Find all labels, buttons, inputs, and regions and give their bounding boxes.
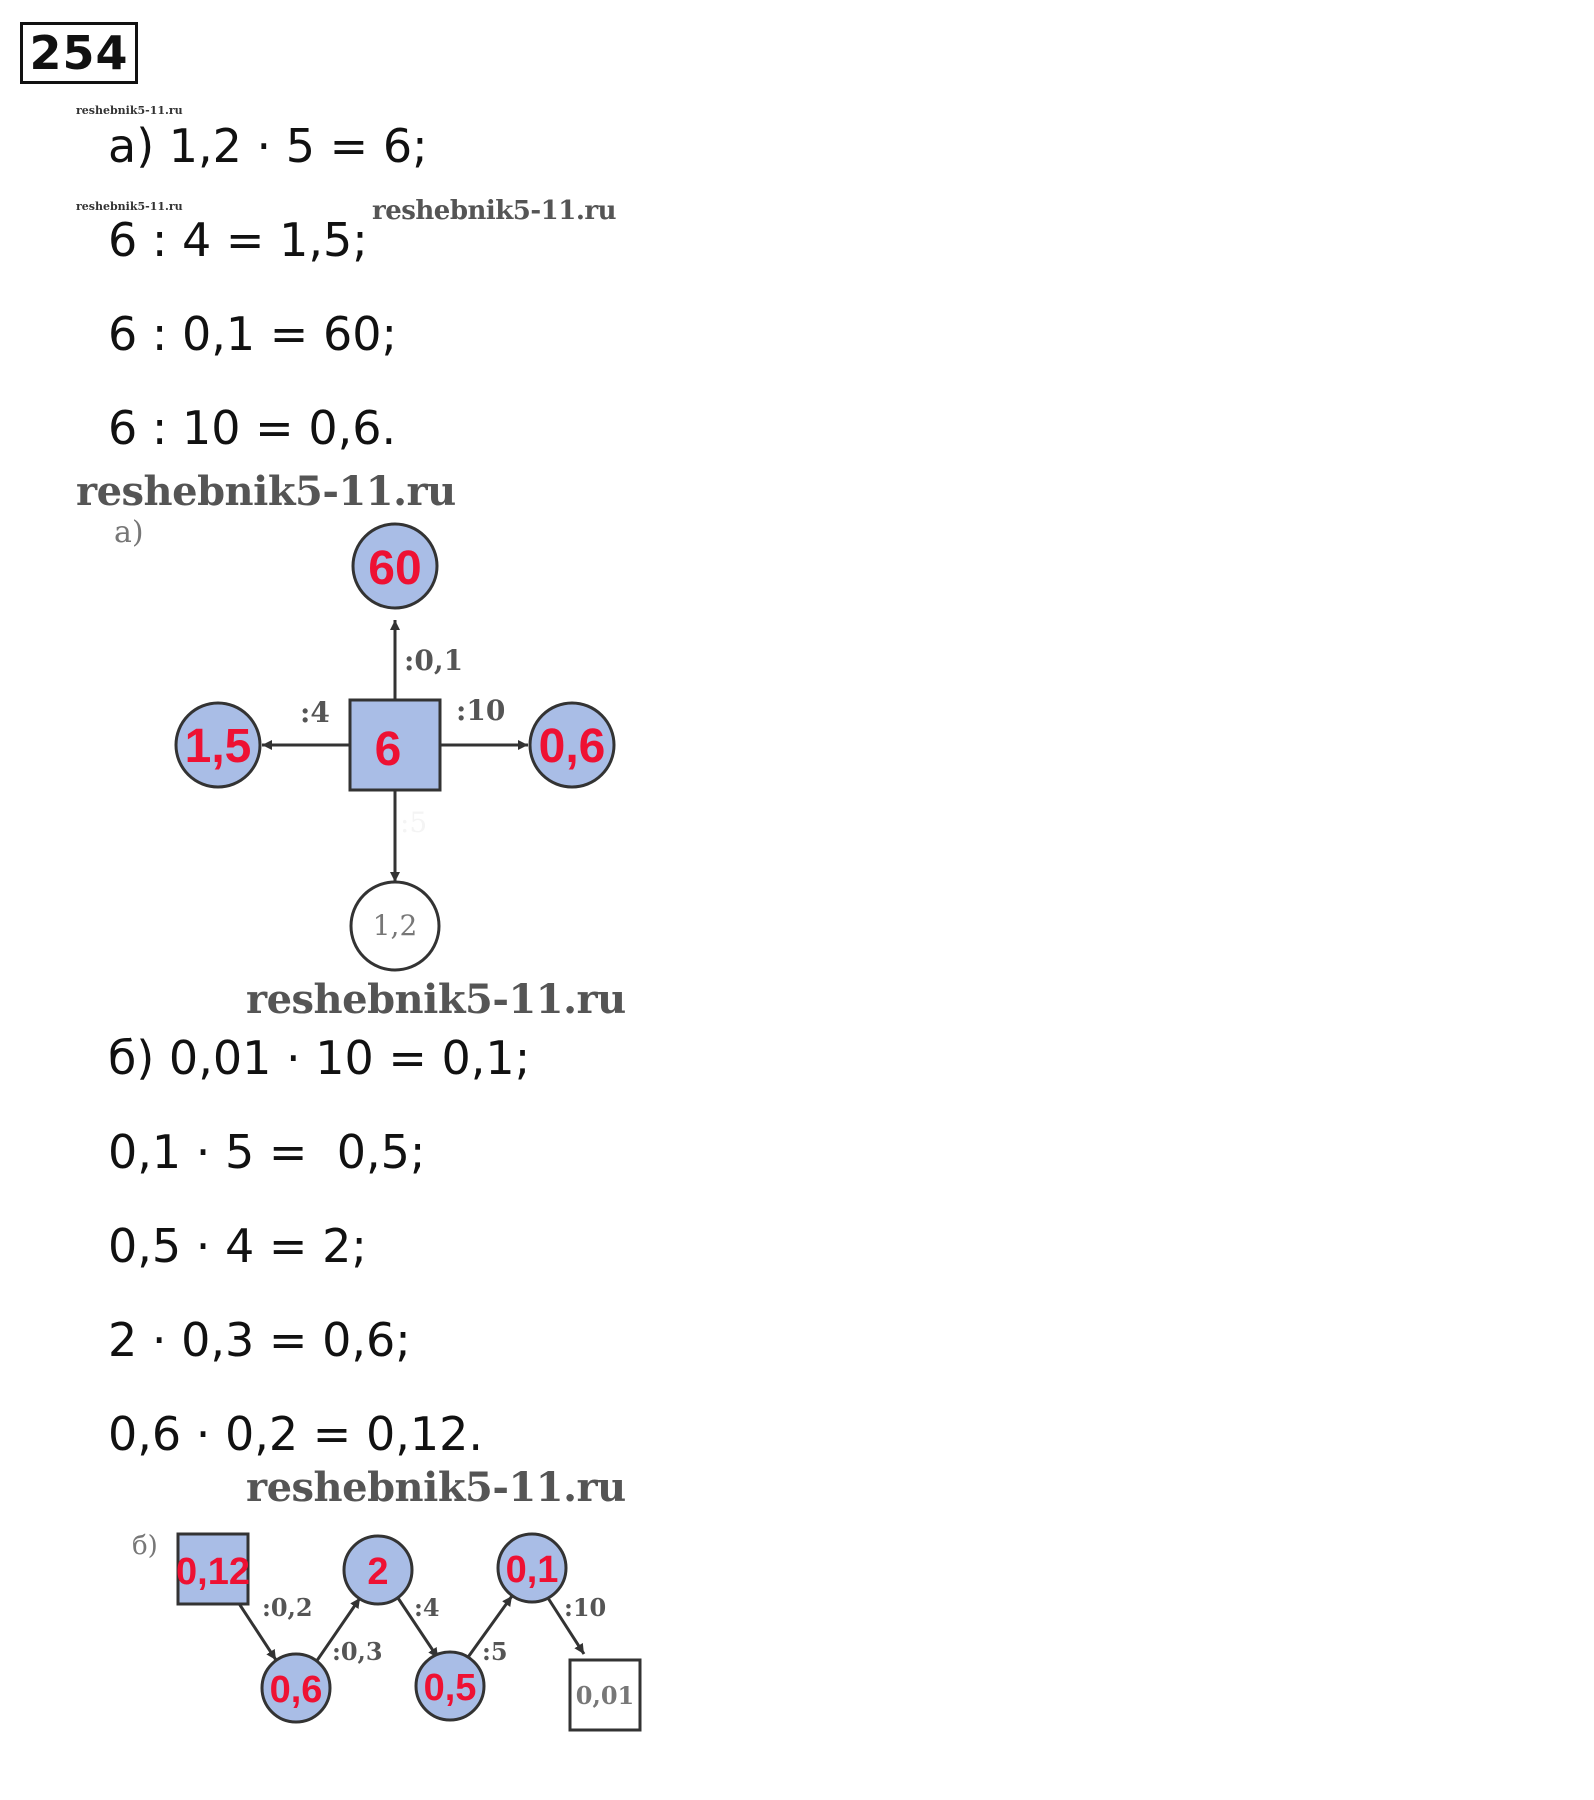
edge-b-label-2: :0,3 [332, 1637, 383, 1666]
node-b-end-value: 0,01 [575, 1681, 635, 1710]
node-b-start-value: 0,12 [176, 1551, 250, 1593]
equation-b-1: б) 0,01 · 10 = 0,1; [108, 1031, 531, 1085]
equation-a-3: 6 : 0,1 = 60; [108, 307, 397, 361]
watermark: reshebnik5-11.ru [372, 196, 617, 226]
node-b-3-value: 2 [367, 1551, 389, 1593]
equation-b-2: 0,1 · 5 = 0,5; [108, 1125, 426, 1179]
equation-a-4: 6 : 10 = 0,6. [108, 401, 397, 455]
watermark: reshebnik5-11.ru [246, 1464, 626, 1511]
edge-b-label-3: :4 [414, 1593, 440, 1622]
equation-a-1: а) 1,2 · 5 = 6; [108, 119, 428, 173]
node-b-2-value: 0,6 [269, 1669, 323, 1711]
watermark: reshebnik5-11.ru [246, 976, 626, 1023]
equation-b-4: 2 · 0,3 = 0,6; [108, 1313, 411, 1367]
watermark-small: reshebnik5-11.ru [76, 200, 183, 213]
diagram-a-label: а) [114, 515, 144, 550]
edge-label-top: :0,1 [404, 644, 464, 677]
node-right-value: 0,6 [538, 720, 606, 773]
equation-a-2: 6 : 4 = 1,5; [108, 213, 368, 267]
watermark-small: reshebnik5-11.ru [76, 104, 183, 117]
edge-label-bottom: :5 [400, 806, 428, 839]
node-left-value: 1,5 [184, 720, 252, 773]
node-center-value: 6 [374, 723, 402, 776]
edge-label-left: :4 [300, 696, 330, 729]
equation-b-3: 0,5 · 4 = 2; [108, 1219, 367, 1273]
equation-b-5: 0,6 · 0,2 = 0,12. [108, 1407, 484, 1461]
node-b-4-value: 0,5 [423, 1667, 477, 1709]
diagram-b-label: б) [132, 1531, 158, 1561]
diagram-b [120, 1520, 660, 1750]
node-b-5-value: 0,1 [505, 1549, 559, 1591]
diagram-a [100, 510, 660, 980]
node-bottom-value: 1,2 [372, 909, 418, 942]
edge-label-right: :10 [456, 694, 506, 727]
watermark: reshebnik5-11.ru [76, 468, 456, 515]
edge-b-label-1: :0,2 [262, 1593, 313, 1622]
problem-number: 254 [20, 22, 138, 84]
edge-b-label-4: :5 [482, 1637, 508, 1666]
edge-b-label-5: :10 [564, 1593, 607, 1622]
node-top-value: 60 [368, 542, 422, 595]
